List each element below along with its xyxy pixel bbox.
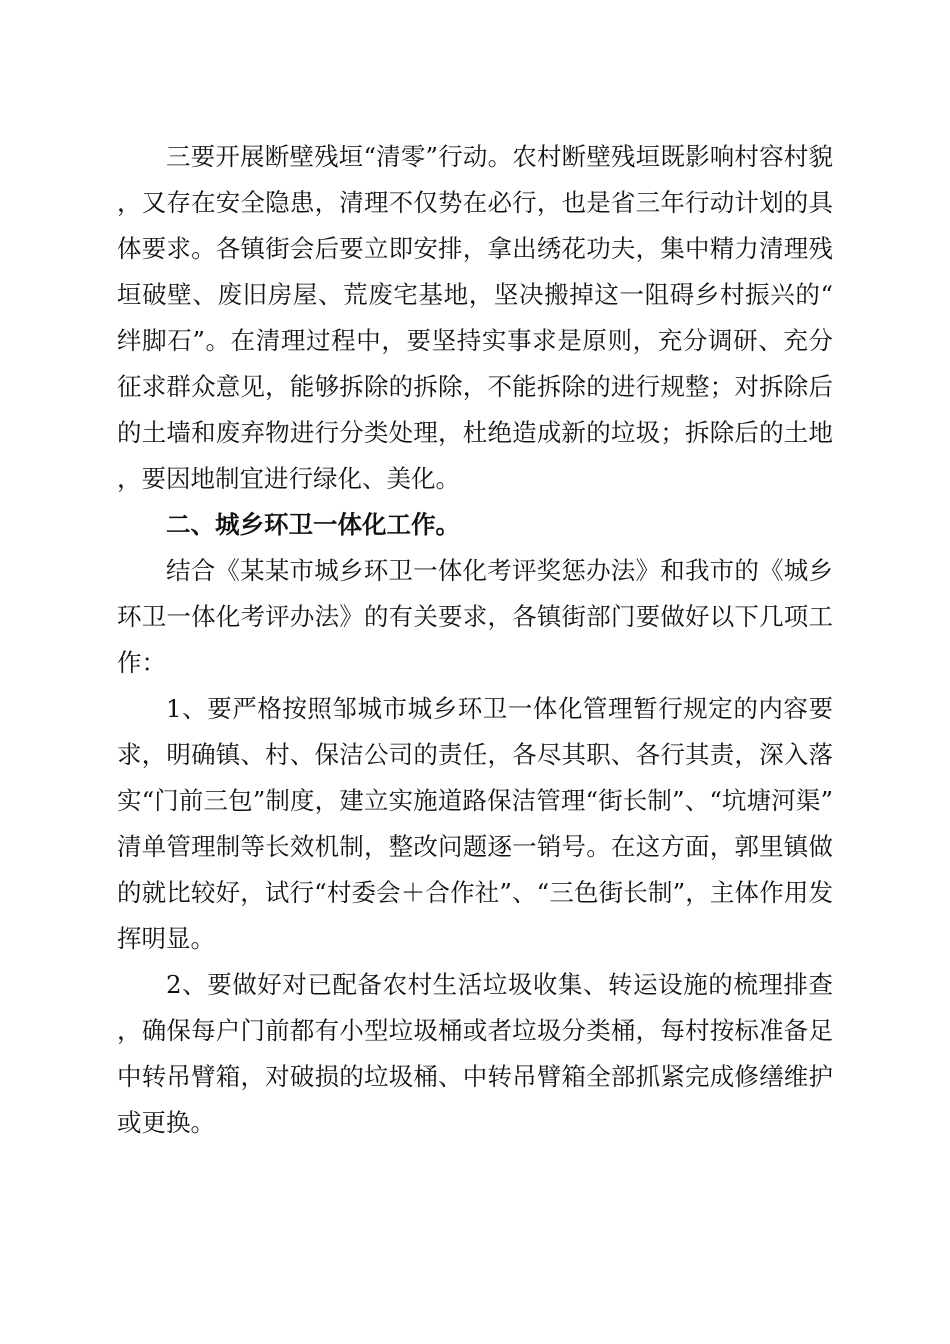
paragraph-demolition: 三要开展断壁残垣“清零”行动。农村断壁残垣既影响村容村貌，又存在安全隐患，清理不仅势在必行，也是省三年行动计划的具体要求。各镇街会后要立即安排，拿出绣花功夫，集中精力清理残垣破壁、废旧房屋、荒废宅基地，坚决搬掉这一阻碍乡村振兴的“绊脚石”。在清理过程中，要坚持实事求是原则，充分调研、充分征求群众意见，能够拆除的拆除，不能拆除的进行规整；对拆除后的土墙和废弃物进行分类处理，杜绝造成新的垃圾；拆除后的土地，要因地制宜进行绿化、美化。	[117, 142, 833, 493]
section-heading: 二、城乡环卫一体化工作。	[166, 510, 460, 539]
paragraph-intro: 结合《某某市城乡环卫一体化考评奖惩办法》和我市的《城乡环卫一体化考评办法》的有关要求，各镇街部门要做好以下几项工作：	[117, 556, 833, 677]
document-page	[117, 134, 833, 1146]
paragraph-item-1: 1、要严格按照邹城市城乡环卫一体化管理暂行规定的内容要求，明确镇、村、保洁公司的责任，各尽其职、各行其责，深入落实“门前三包”制度，建立实施道路保洁管理“街长制”、“坑塘河渠”清单管理制等长效机制，整改问题逐一销号。在这方面，郭里镇做的就比较好，试行“村委会＋合作社”、“三色街长制”，主体作用发挥明显。	[117, 694, 833, 953]
paragraph-item-2: 2、要做好对已配备农村生活垃圾收集、转运设施的梳理排查，确保每户门前都有小型垃圾桶或者垃圾分类桶，每村按标准备足中转吊臂箱，对破损的垃圾桶、中转吊臂箱全部抓紧完成修缮维护或更换。	[117, 970, 833, 1137]
